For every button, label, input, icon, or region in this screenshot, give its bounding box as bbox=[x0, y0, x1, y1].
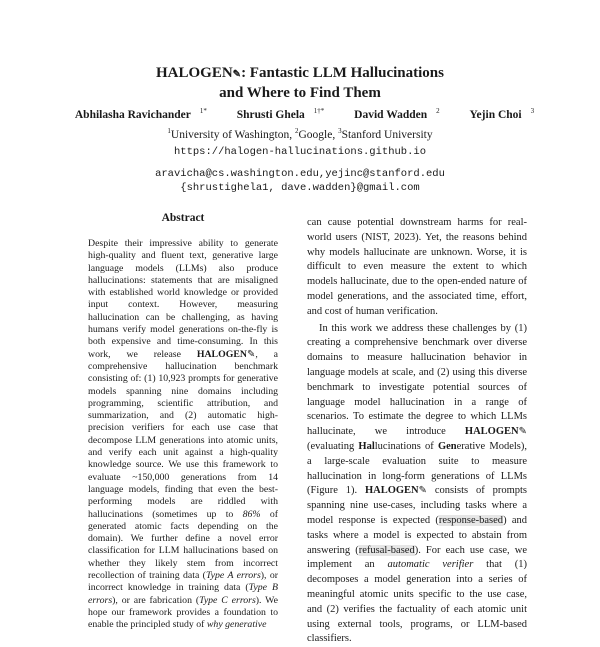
pen-icon: ✎ bbox=[232, 69, 242, 80]
abstract-heading: Abstract bbox=[161, 212, 205, 224]
benchmark-name: HALOGEN bbox=[196, 348, 247, 360]
email-line-1: aravicha@cs.washington.edu,yejinc@stanford.edu bbox=[155, 168, 445, 180]
introduction-body bbox=[307, 216, 527, 647]
pen-icon: ✎ bbox=[418, 485, 428, 497]
affiliations: $^1$University of Washington, $^2$Google, $^3$Stanford University bbox=[167, 127, 433, 141]
pen-icon: ✎ bbox=[518, 426, 527, 438]
email-line-2: {shrustighela1, dave.wadden}@gmail.com bbox=[180, 182, 420, 194]
highlight-response-based: response-based bbox=[438, 514, 504, 526]
author: Yejin Choi $^3$ bbox=[469, 107, 535, 121]
title-line1: : Fantastic LLM Hallucinations bbox=[241, 65, 444, 81]
intro-paragraph: can cause potential downstream harms for real-world users (NIST, 2023). Yet, the reasons behind why models hallucinate are unknown. Worse, it is difficult to even measure the extent to which models hallucinate, due to the open-ended nature of model generations, and the associated time, effort, and cost of human verification. bbox=[307, 217, 527, 317]
pen-icon: ✎ bbox=[246, 348, 256, 360]
author: Shrusti Ghela $^{1\dagger*}$ bbox=[236, 107, 325, 121]
author-list bbox=[0, 107, 600, 121]
highlight-refusal-based: refusal-based bbox=[358, 544, 415, 556]
author: Abhilasha Ravichander $^{1*}$ bbox=[74, 107, 207, 121]
abstract-body: Despite their impressive ability to generate high-quality and fluent text, generative large language models (LLMs) also produce hallucinations: statements that are misaligned with established world knowledge or provided input context. However, measuring hallucination can be challenging, as having humans verify model generations on-the-fly is both expensive and time-consuming. In this work, we release HALOGEN✎, a comprehensive hallucination benchmark consisting of: (1) 10,923 prompts for generative models spanning nine domains including programming, scientific attribution, and summarization, and (2) automatic high-precision verifiers for each use case that decompose LLM generations into atomic units, and verify each unit against a high-quality knowledge source. We use this framework to evaluate ~150,000 generations from 14 language models, finding that even the best-performing models are riddled with hallucinations (sometimes up to 86% of generated atomic facts depending on the domain). We further define a novel error classification for LLM hallucinations based on whether they likely stem from incorrect recollection of training data (Type A errors), or incorrect knowledge in training data (Type B errors), or are fabrication (Type C errors). We hope our framework provides a foundation to enable the principled study of why generative bbox=[88, 238, 279, 631]
benchmark-name: HALOGEN bbox=[364, 485, 419, 497]
intro-paragraph: In this work we address these challenges by (1) creating a comprehensive benchmark over diverse domains to measure hallucination behavior in language models at scale, and (2) using this diverse benchmark to investigate potential sources of language model hallucination in a range of scenarios. To estimate the degree to which LLMs hallucinate, we introduce HALOGEN✎ (evaluating Hallucinations of Generative Models), a large-scale evaluation suite to measure hallucination in long-form generations of LLMs (Figure 1). HALOGEN✎ consists of prompts spanning nine use-cases, including tasks where a model response is expected (response-based) and tasks where a model is expected to abstain from answering (refusal-based). For each use case, we implement an automatic verifier that (1) decomposes a model generation into a series of meaningful atomic units specific to the use case, and (2) verifies the factuality of each atomic unit using external tools, programs, or LLM-based classifiers. bbox=[307, 322, 528, 645]
paper-title bbox=[0, 64, 600, 103]
title-line2: and Where to Find Them bbox=[219, 85, 381, 101]
author: David Wadden $^2$ bbox=[354, 107, 440, 121]
benchmark-name: HALOGEN bbox=[464, 426, 519, 438]
project-url[interactable]: https://halogen-hallucinations.github.io bbox=[173, 146, 427, 158]
benchmark-name: HALOGEN bbox=[155, 65, 233, 81]
